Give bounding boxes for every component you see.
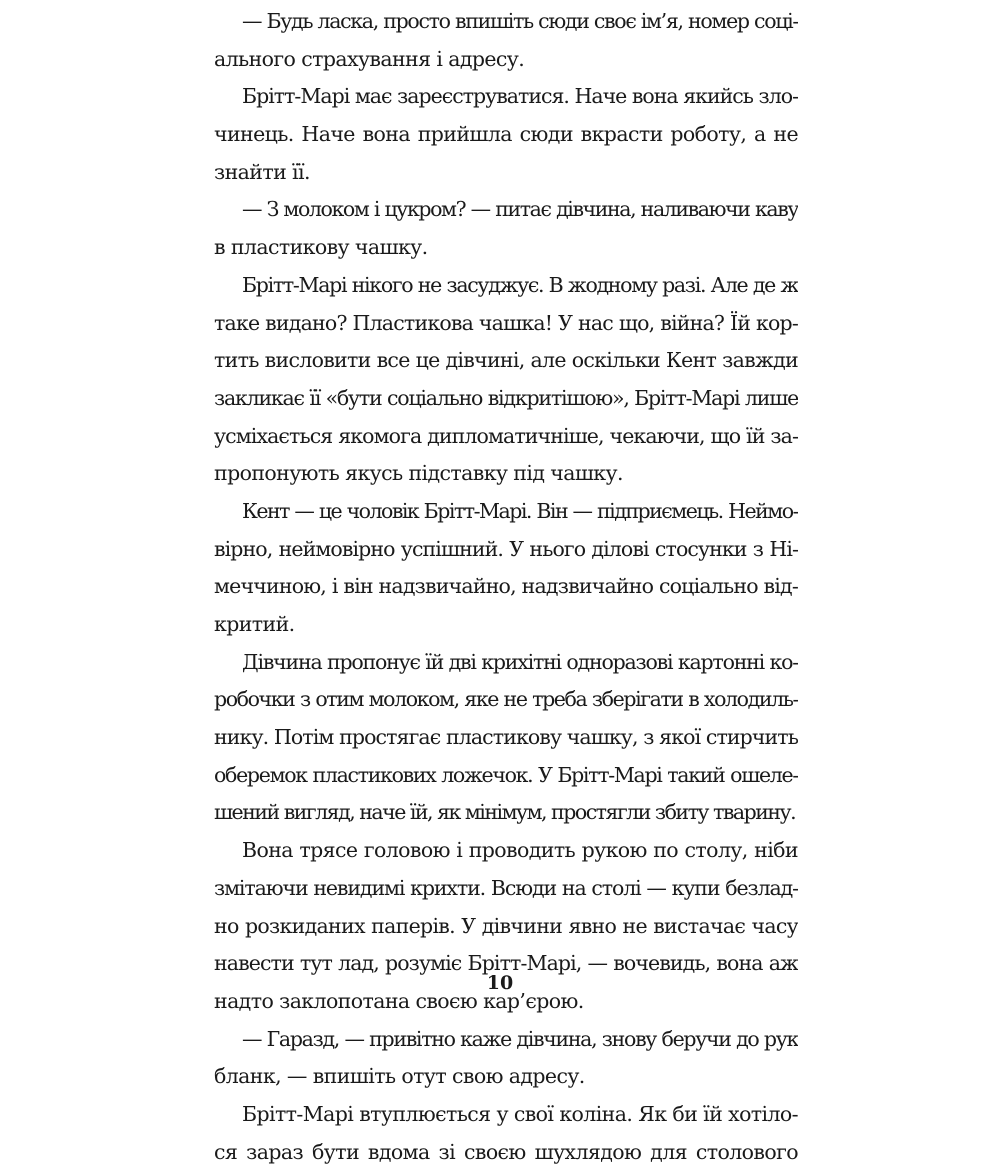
text-line: надто заклопотана своєю кар’єрою. (214, 988, 584, 1013)
text-line: нику. Потім простягає пластикову чашку, з якої стирчить (214, 725, 798, 750)
text-line: Дівчина пропонує їй дві крихітні одноразові картонні ко- (242, 649, 798, 674)
text-line: Брітт-Марі має зареєструватися. Наче вона якийсь зло- (242, 84, 798, 109)
text-line: вірно, неймовірно успішний. У нього ділові стосунки з Ні- (214, 536, 798, 561)
text-line: усміхається якомога дипломатичніше, чекаючи, що їй за- (214, 423, 798, 448)
text-line: — Гаразд, — привітно каже дівчина, знову беручи до рук (242, 1026, 798, 1051)
text-line: бланк, — впишіть отут свою адресу. (214, 1064, 585, 1089)
text-line: навести тут лад, розуміє Брітт-Марі, — вочевидь, вона аж (214, 951, 798, 976)
text-line: чинець. Наче вона прийшла сюди вкрасти роботу, а не (214, 122, 798, 147)
text-line: оберемок пластикових ложечок. У Брітт-Марі такий ошеле- (214, 762, 798, 787)
text-line: ся зараз бути вдома зі своєю шухлядою для столового (214, 1139, 798, 1164)
text-line: закликає її «бути соціально відкритішою», Брітт-Марі лише (214, 385, 798, 410)
text-line: робочки з отим молоком, яке не треба зберігати в холодиль- (214, 687, 798, 712)
text-line: Брітт-Марі нікого не засуджує. В жодному разі. Але де ж (242, 272, 798, 297)
text-line: но розкиданих паперів. У дівчини явно не вистачає часу (214, 913, 798, 938)
text-line: тить висловити все це дівчині, але оскільки Кент завжди (214, 348, 798, 373)
page-number: 10 (486, 972, 514, 994)
text-line: шений вигляд, наче їй, як мінімум, простягли збиту тварину. (214, 800, 796, 825)
text-line: Кент — це чоловік Брітт-Марі. Він — підприємець. Неймо- (242, 498, 798, 523)
text-line: змітаючи невидимі крихти. Всюди на столі — купи безлад- (214, 875, 798, 900)
text-line: меччиною, і він надзвичайно, надзвичайно соціально від- (214, 574, 798, 599)
text-line: знайти її. (214, 159, 310, 184)
book-page-text (214, 3, 798, 1171)
text-line: Брітт-Марі втуплюється у свої коліна. Як би їй хотіло- (242, 1101, 798, 1126)
text-line: Вона трясе головою і проводить рукою по столу, ніби (242, 838, 798, 863)
text-line: таке видано? Пластикова чашка! У нас що, війна? Їй кор- (214, 310, 798, 335)
text-line: критий. (214, 612, 295, 636)
text-line: — З молоком і цукром? — питає дівчина, наливаючи каву (242, 197, 798, 222)
text-line: ального страхування і адресу. (214, 46, 525, 71)
text-line: пропонують якусь підставку під чашку. (214, 461, 623, 486)
text-line: — Будь ласка, просто впишіть сюди своє ім’я, номер соці- (242, 9, 798, 33)
text-line: в пластикову чашку. (214, 235, 428, 260)
